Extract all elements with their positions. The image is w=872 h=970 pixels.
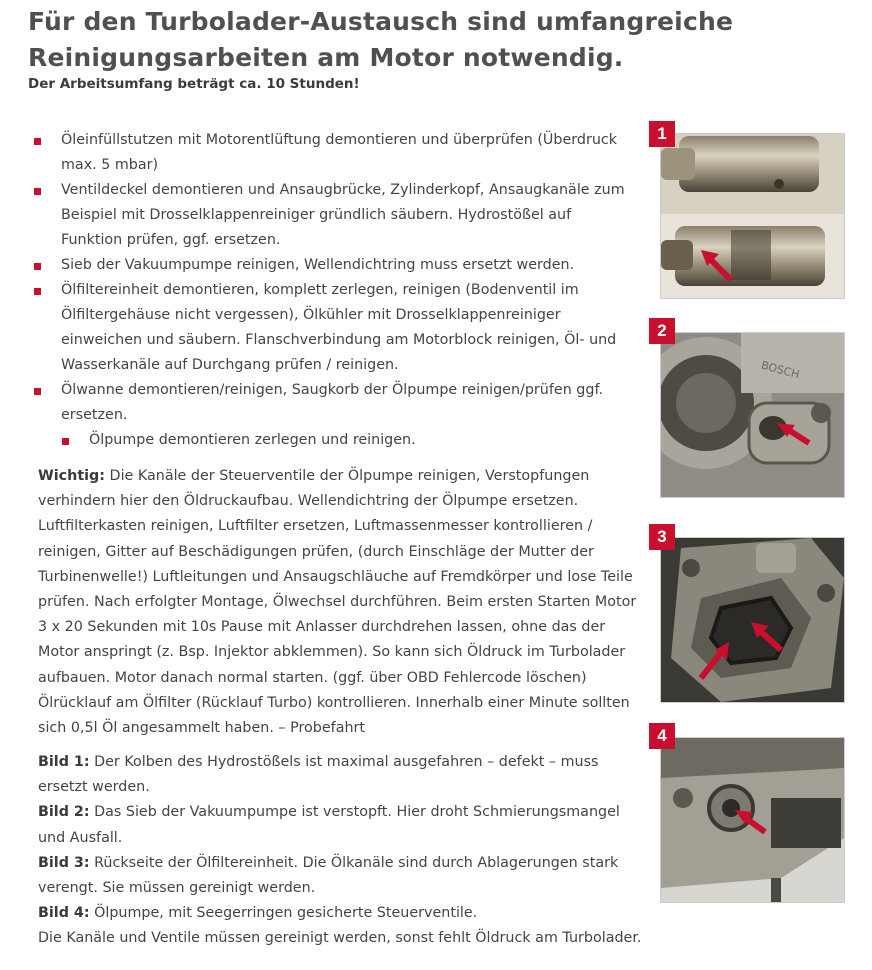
photo-vacuum-pump bbox=[660, 332, 845, 498]
caption-2 bbox=[38, 800, 638, 850]
step-text: Ölwanne demontieren/reinigen, Saugkorb der Ölpumpe reinigen/prüfen ggf. ersetzen. bbox=[61, 382, 603, 423]
important-note bbox=[38, 464, 638, 741]
list-item bbox=[34, 278, 634, 378]
page-subtitle: Der Arbeitsumfang beträgt ca. 10 Stunden! bbox=[28, 76, 360, 92]
captions bbox=[38, 750, 642, 952]
bullet-square-icon bbox=[34, 188, 41, 195]
caption-text: Das Sieb der Vakuumpumpe ist verstopft. Hier droht Schmierungsmangel und Ausfall. bbox=[38, 804, 620, 846]
list-item bbox=[34, 178, 634, 253]
sub-list-item bbox=[62, 428, 634, 453]
caption-3 bbox=[38, 851, 638, 901]
caption-label: Bild 4: bbox=[38, 905, 90, 922]
step-text: Ölpumpe demontieren zerlegen und reinigen. bbox=[89, 432, 416, 448]
photo-badge: 3 bbox=[649, 524, 675, 550]
bullet-square-icon bbox=[34, 263, 41, 270]
bullet-square-icon bbox=[34, 138, 41, 145]
caption-label: Bild 1: bbox=[38, 754, 90, 770]
photo-oil-filter-housing bbox=[660, 537, 845, 703]
step-text: Ölfiltereinheit demontieren, komplett zerlegen, reinigen (Bodenventil im Ölfiltergehäuse nicht vergessen), Ölkühler mit Drosselklappenreiniger einweichen und säubern. Flanschverbindung am Motorblock reinigen, Öl- und Wasserkanäle auf Durchgang prüfen / reinigen. bbox=[61, 282, 617, 373]
bosch-stamp: BOSCH bbox=[759, 358, 801, 382]
list-item bbox=[34, 253, 634, 278]
caption-text: Ölpumpe, mit Seegerringen gesicherte Steuerventile. bbox=[89, 905, 478, 922]
caption-label: Bild 2: bbox=[38, 804, 90, 821]
photo-oil-pump bbox=[660, 737, 845, 903]
caption-label: Bild 3: bbox=[38, 854, 90, 871]
photo-badge: 1 bbox=[649, 121, 675, 147]
photo-hydraulic-lifter bbox=[660, 133, 845, 299]
caption-text: Rückseite der Ölfiltereinheit. Die Ölkanäle sind durch Ablagerungen stark verengt. Sie müssen gereinigt werden. bbox=[38, 854, 619, 897]
closing-text: Die Kanäle und Ventile müssen gereinigt werden, sonst fehlt Öldruck am Turbolader. bbox=[38, 930, 642, 947]
caption-1 bbox=[38, 750, 638, 800]
important-label: Wichtig: bbox=[38, 468, 106, 484]
caption-4 bbox=[38, 901, 638, 926]
list-item bbox=[34, 128, 634, 178]
step-text: Öleinfüllstutzen mit Motorentlüftung demontieren und überprüfen (Überdruck max. 5 mbar) bbox=[61, 132, 618, 173]
bullet-square-icon bbox=[34, 388, 41, 395]
page-title: Für den Turbolader-Austausch sind umfangreiche Reinigungsarbeiten am Motor notwendig. bbox=[28, 7, 734, 72]
caption-text: Der Kolben des Hydrostößels ist maximal ausgefahren – defekt – muss ersetzt werden. bbox=[38, 754, 599, 796]
photo-badge: 4 bbox=[649, 723, 675, 749]
step-list bbox=[34, 128, 634, 453]
bullet-square-icon bbox=[62, 438, 69, 445]
photo-badge: 2 bbox=[649, 318, 675, 344]
step-text: Ventildeckel demontieren und Ansaugbrücke, Zylinderkopf, Ansaugkanäle zum Beispiel mit Drosselklappenreiniger gründlich säubern. Hydrostößel auf Funktion prüfen, ggf. ersetzen. bbox=[61, 182, 625, 248]
bullet-square-icon bbox=[34, 288, 41, 295]
list-item bbox=[34, 378, 634, 428]
step-text: Sieb der Vakuumpumpe reinigen, Wellendichtring muss ersetzt werden. bbox=[61, 257, 575, 273]
important-text: Die Kanäle der Steuerventile der Ölpumpe reinigen, Verstopfungen verhindern hier den Öldruckaufbau. Wellendichtring der Ölpumpe ersetzen. Luftfilterkasten reinigen, Luftfilter ersetzen, Luftmassenmesser kontrollieren / reinigen, Gitter auf Beschädigungen prüfen, (durch Einschläge der Mutter der Turbinenwelle!) Luftleitungen und Ansaugschläuche auf Fremdkörper und lose Teile prüfen. Nach erfolgter Montage, Ölwechsel durchführen. Beim ersten Starten Motor 3 x 20 Sekunden mit 10s Pause mit Anlasser durchdrehen lassen, ohne das der Motor anspringt (z. Bsp. Injektor abklemmen). So kann sich Öldruck im Turbolader aufbauen. Motor danach normal starten. (ggf. über OBD Fehlercode löschen) Ölrücklauf am Ölfilter (Rücklauf Turbo) kontrollieren. Innerhalb einer Minute sollten sich 0,5l Öl angesammelt haben. – Probefahrt bbox=[38, 468, 637, 737]
